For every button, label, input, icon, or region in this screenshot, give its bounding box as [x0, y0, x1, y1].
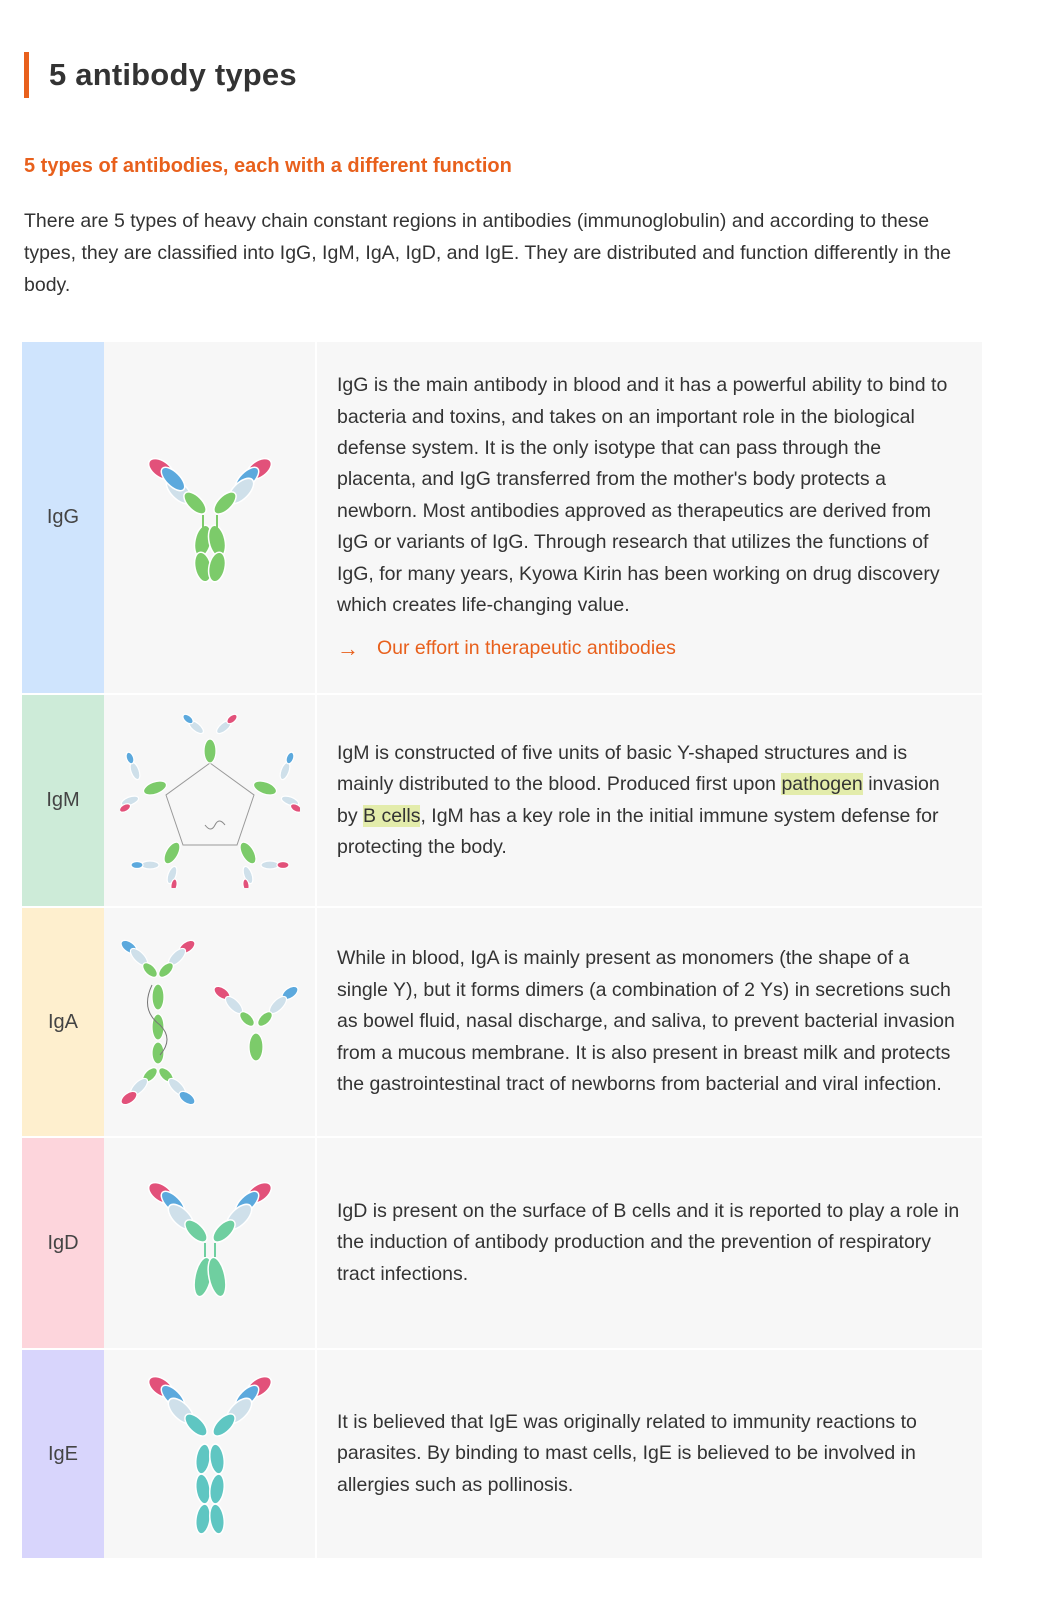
row-label: IgD [22, 1137, 104, 1349]
section-heading [24, 52, 297, 98]
row-description [316, 342, 982, 694]
section-subtitle: 5 types of antibodies, each with a different function [24, 155, 512, 177]
ige-antibody-icon [104, 1369, 315, 1539]
igm-pentamer-icon [104, 713, 315, 888]
row-description [316, 1349, 982, 1559]
glossary-term-pathogen[interactable]: pathogen [781, 773, 863, 796]
row-label: IgM [22, 694, 104, 907]
link-label[interactable]: Our effort in therapeutic antibodies [377, 637, 676, 660]
table-row-iga [22, 907, 982, 1137]
table-row-igm [22, 694, 982, 907]
row-label: IgG [22, 342, 104, 694]
row-image [104, 342, 316, 694]
row-description [316, 694, 982, 907]
glossary-term-b-cells[interactable]: B cells [363, 804, 421, 827]
table-row-ige [22, 1349, 982, 1559]
row-description [316, 1137, 982, 1349]
heading-accent-bar [24, 52, 29, 98]
table-row-igd [22, 1137, 982, 1349]
therapeutic-antibodies-link[interactable] [337, 633, 960, 664]
igg-antibody-icon [104, 443, 315, 593]
row-image [104, 907, 316, 1137]
row-image [104, 1349, 316, 1559]
antibody-table [22, 342, 982, 1560]
iga-description-text: While in blood, IgA is mainly present as monomers (the shape of a single Y), but it forms dimers (a combination of 2 Ys) in secretions such as bowel fluid, nasal discharge, and saliva, to prevent bacterial invasion from a mucous membrane. It is also present in breast milk and protects the gastrointestinal tract of newborns from bacterial and viral infection. [337, 947, 955, 1096]
page-title: 5 antibody types [49, 57, 297, 92]
table-row-igg [22, 342, 982, 694]
iga-dimer-monomer-icon [104, 935, 315, 1110]
row-label: IgA [22, 907, 104, 1137]
row-label: IgE [22, 1349, 104, 1559]
igd-description-text: IgD is present on the surface of B cells and it is reported to play a role in the induction of antibody production and the prevention of respiratory tract infections. [337, 1199, 960, 1285]
row-description [316, 907, 982, 1137]
row-image [104, 1137, 316, 1349]
row-image [104, 694, 316, 907]
igd-antibody-icon [104, 1173, 315, 1313]
igg-description-text: IgG is the main antibody in blood and it has a powerful ability to bind to bacteria and toxins, and takes on an important role in the biological defense system. It is the only isotype that can pass through the placenta, and IgG transferred from the mother's body protects a newborn. Most antibodies approved as therapeutics are derived from IgG or variants of IgG. Through research that utilizes the functions of IgG, for many years, Kyowa Kirin has been working on drug discovery which creates life-changing value. [337, 374, 948, 617]
igm-description-text: IgM is constructed of five units of basic Y-shaped structures and is mainly distributed to the blood. Produced first upon pathogen invasion by B cells, IgM has a key role in the initial immune system defense for protecting the body. [337, 741, 940, 858]
intro-paragraph: There are 5 types of heavy chain constant regions in antibodies (immunoglobulin) and according to these types, they are classified into IgG, IgM, IgA, IgD, and IgE. They are distributed and function differently in the body. [24, 210, 952, 296]
ige-description-text: It is believed that IgE was originally related to immunity reactions to parasites. By binding to mast cells, IgE is believed to be involved in allergies such as pollinosis. [337, 1410, 917, 1496]
arrow-right-icon: → [337, 636, 359, 662]
